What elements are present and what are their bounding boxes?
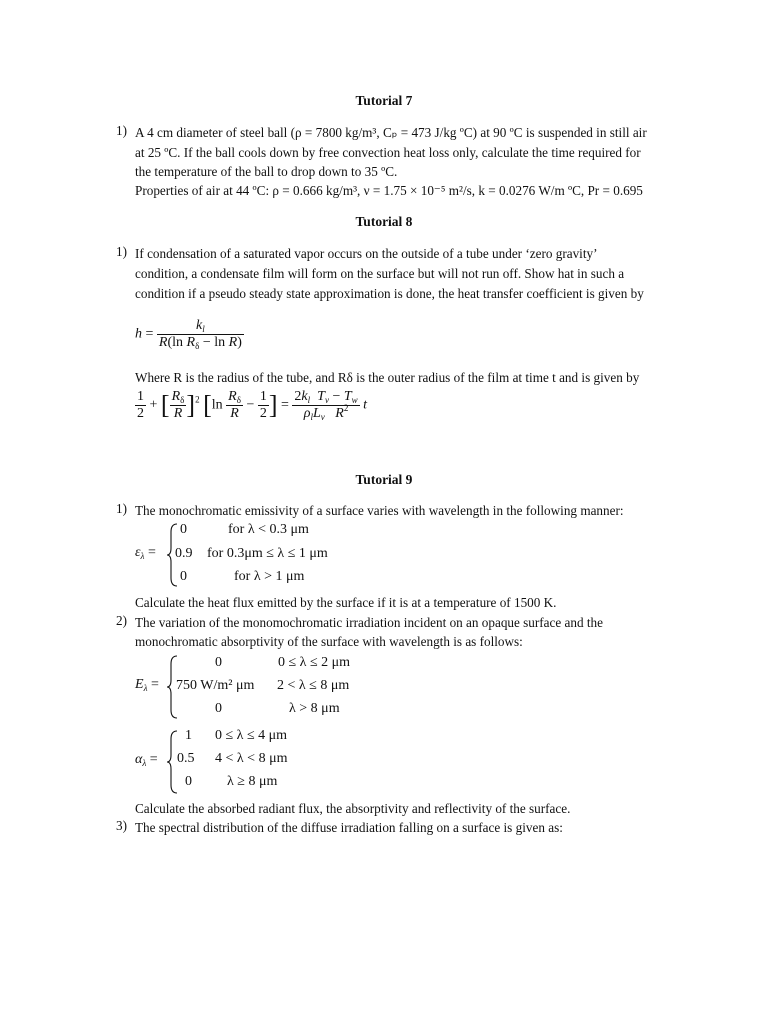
problem-text-line: If condensation of a saturated vapor occurs on the outside of a tube under ‘zero gravity’	[135, 246, 598, 261]
tutorial-9-heading: Tutorial 9	[355, 472, 413, 487]
case-condition: λ ≥ 8 μm	[227, 774, 278, 789]
tutorial-8-heading: Tutorial 8	[355, 214, 413, 229]
case-value: 0	[185, 774, 192, 789]
air-properties-line: Properties of air at 44 ºC: ρ = 0.666 kg/m³, ν = 1.75 × 10⁻⁵ m²/s, k = 0.0276 W/m ºC, Pr = 0.695	[135, 183, 643, 198]
problem-text-line: the temperature of the ball to drop down to 35 ºC.	[135, 164, 398, 179]
problem-text-line: monochromatic absorptivity of the surface with wavelength is as follows:	[135, 634, 523, 649]
case-condition: 2 < λ ≤ 8 μm	[277, 678, 350, 693]
heat-transfer-coefficient-equation: h = $\frac{k_l}{R(\ln R_\delta - \ln R)}$	[135, 318, 242, 351]
problem-number: 3)	[116, 818, 127, 833]
case-condition: for 0.3μm ≤ λ ≤ 1 μm	[207, 546, 328, 561]
case-value: 0	[215, 655, 222, 670]
tutorial-7-heading: Tutorial 7	[355, 93, 413, 108]
problem-question: Calculate the absorbed radiant flux, the absorptivity and reflectivity of the surface.	[135, 801, 571, 816]
case-value: 0	[215, 701, 222, 716]
case-condition: 4 < λ < 8 μm	[215, 751, 288, 766]
case-condition: for λ < 0.3 μm	[228, 522, 309, 537]
problem-question: Calculate the heat flux emitted by the surface if it is at a temperature of 1500 K.	[135, 595, 557, 610]
problem-number: 1)	[116, 244, 127, 259]
problem-number: 2)	[116, 613, 127, 628]
film-radius-equation: $\frac{1}{2}$ + [ $\frac{R_\delta}{R}$ ]$^2$ [ln $\frac{R_\delta}{R}$ − $\frac{1}{2}$ ] = $\frac{2k_l T_v - T_w}{\rho_lL_v R^2}$ t	[137, 389, 368, 422]
case-value: 0	[180, 569, 187, 584]
problem-number: 1)	[116, 123, 127, 138]
problem-text-line: at 25 ºC. If the ball cools down by free convection heat loss only, calculate the time required for	[135, 145, 641, 160]
case-value: 0.9	[175, 546, 193, 561]
problem-text-line: condition if a pseudo steady state approximation is done, the heat transfer coefficient is given by	[135, 286, 644, 301]
problem-text-line: condition, a condensate film will form on the surface but will not run off. Show hat in such a	[135, 266, 625, 281]
problem-text-line: The spectral distribution of the diffuse irradiation falling on a surface is given as:	[135, 820, 563, 835]
case-value: 0.5	[177, 751, 195, 766]
problem-text-line: The monochromatic emissivity of a surface varies with wavelength in the following manner:	[135, 503, 624, 518]
case-value: 0	[180, 522, 187, 537]
problem-text-line: The variation of the monomochromatic irradiation incident on an opaque surface and the	[135, 615, 603, 630]
case-value: 1	[185, 728, 192, 743]
where-text-line: Where R is the radius of the tube, and Rδ is the outer radius of the film at time t and is given by	[135, 370, 640, 385]
problem-number: 1)	[116, 501, 127, 516]
case-condition: 0 ≤ λ ≤ 4 μm	[215, 728, 288, 743]
case-value: 750 W/m² μm	[176, 678, 255, 693]
irradiation-symbol: $E_\lambda$ =	[135, 677, 159, 693]
emissivity-symbol: $\varepsilon_\lambda$ =	[135, 545, 156, 561]
problem-text-line: A 4 cm diameter of steel ball (ρ = 7800 kg/m³, Cₚ = 473 J/kg ºC) at 90 ºC is suspended in still air	[135, 125, 647, 140]
case-condition: for λ > 1 μm	[234, 569, 305, 584]
case-condition: 0 ≤ λ ≤ 2 μm	[278, 655, 351, 670]
case-condition: λ > 8 μm	[289, 701, 340, 716]
absorptivity-symbol: $\alpha_\lambda$ =	[135, 752, 158, 768]
